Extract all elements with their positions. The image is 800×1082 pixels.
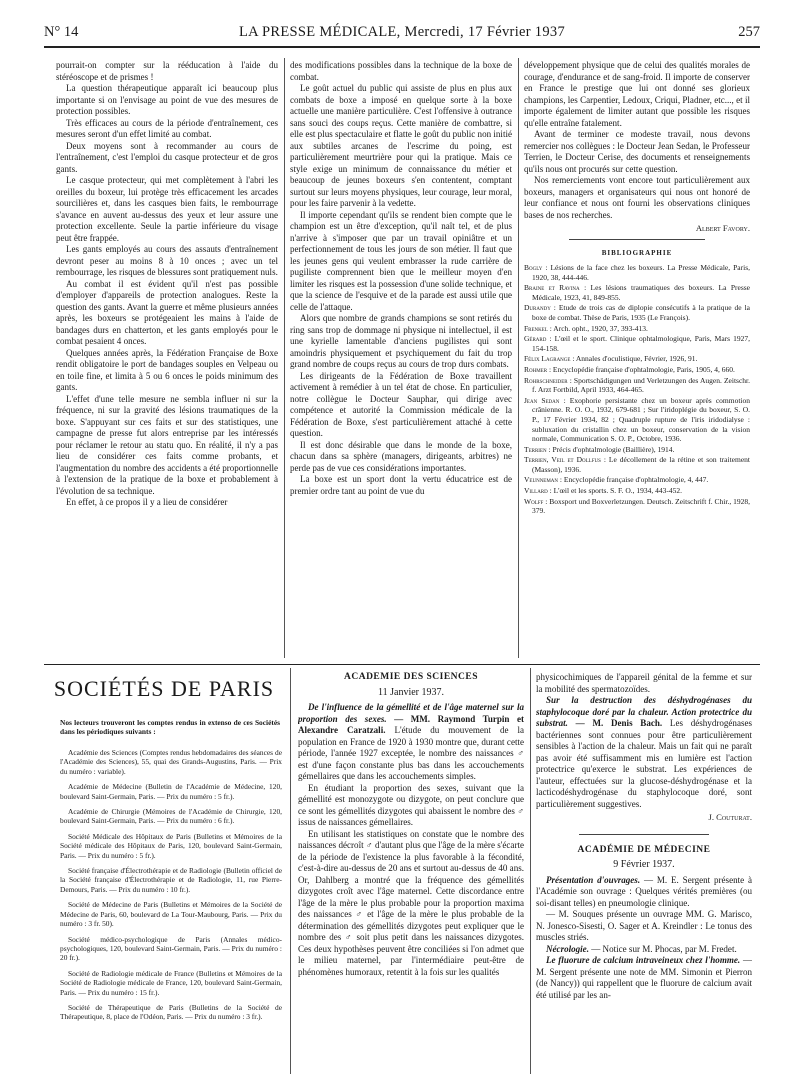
society-entry: Société de Radiologie médicale de France (Bulletins et Mémoires de la Société de Radiologie médicale de France, 120, boulevard Saint-Germain, Paris. — Prix du numéro : 15 fr.). [60, 968, 282, 997]
bibliography-entry [524, 334, 750, 353]
reference-text: : Exophorie persistante chez un boxeur après commotion crânienne. R. O. O., 1932, 679-681 ; Sur l'iridoplégie du boxeur, S. O. P., 17 Février 1934, 82 ; Quadruple rupture de l'iris iridodialyse : subluxation du cristallin chez un boxeur, conservation de la vision normale, Communication S. O. P., Octobre, 1936. [532, 395, 750, 444]
communication-authors: — MM. Raymond Turpin et Alexandre Caratzali. [298, 713, 524, 735]
reference-text: : Lésions de la face chez les boxeurs. La Presse Médicale, Paris, 1920, 38, 444-446. [532, 263, 750, 282]
paragraph-text: Les déshydrogénases bactériennes sont connues pour être particulièrement sensibles à l'action de la chaleur. Mais un fait qui ne paraît pas avoir été suffisamment mis en lumière est l'action protectrice qu'exerce le substrat. Les expériences de l'auteur, effectuées sur la glucose-déshydrogénase et la lacticodéshydrogénase du staphylocoque doré, sont particulièrement suggestives. [536, 718, 752, 809]
bibliography-entry [524, 455, 750, 474]
bibliography-entry [524, 283, 750, 302]
divider [579, 834, 709, 835]
communication-title: Sur la destruction des déshydrogénases du staphylocoque doré par la chaleur. Action protectrice du substrat. [536, 695, 752, 728]
bibliography-entry [524, 354, 750, 364]
paragraph: Les gants employés au cours des assauts d'entraînement devront peser au moins 8 à 10 onces ; avec un tel rembourrage, les risques de blessures sont pratiquement nuls. [56, 244, 278, 277]
paragraph: Il est donc désirable que dans le monde de la boxe, chacun dans sa sphère (managers, dirigeants, arbitres) ne perde pas de vue ces considérations importantes. [290, 439, 512, 473]
journal-title: LA PRESSE MÉDICALE, Mercredi, 17 Février 1937 [238, 24, 566, 40]
paragraph: physicochimiques de l'appareil génital de la femme et sur la mobilité des spermatozoïdes. [536, 672, 752, 694]
bibliography-entry [524, 396, 750, 444]
reference-text: : Encyclopédie française d'ophtalmologie, 4, 447. [559, 475, 709, 485]
section-divider [44, 664, 760, 665]
paragraph: En étudiant la proportion des sexes, suivant que la gémellité est monozygote ou dizygote, on peut conclure que ce sont les gémellités dizygotes qui abaissent le nombre des ♂ issus de naissances gémellaires. [298, 782, 524, 827]
paragraph: Au combat il est évident qu'il n'est pas possible d'employer d'appareils de protection analogues. Reste la question des gants. Avant la guerre et même plusieurs années après, les boxeurs se protégeaient les mains à l'aide de bandages durs en chatterton, et les gants employés pour le combat pesaient 4 onces. [56, 278, 278, 346]
reference-author: Bogly [524, 263, 543, 272]
reference-author: Rohmer [524, 364, 548, 374]
bibliography-entry [524, 445, 750, 455]
reference-text: : Arch. opht., 1920, 37, 393-413. [549, 323, 648, 333]
column-divider [290, 668, 291, 1074]
reference-author: Villard [524, 486, 548, 496]
article-column-3 [524, 60, 750, 658]
reference-author: Frenkel [524, 323, 548, 333]
column-divider [530, 668, 531, 1074]
rubric-label: Présentation d'ouvrages. [546, 874, 641, 885]
society-entry: Académie de Chirurgie (Mémoires de l'Académie de Chirurgie, 120, boulevard Saint-Germain, Paris. — Prix du numéro : 6 fr.). [60, 807, 282, 826]
rubric-label: Nécrologie. [546, 943, 589, 954]
reference-text: : L'œil et les sports. S. F. O., 1934, 443-452. [549, 486, 683, 496]
paragraph: des modifications possibles dans la technique de la boxe de combat. [290, 60, 512, 82]
society-entry: Société de Médecine de Paris (Bulletins et Mémoires de la Société de Médecine de Paris, 60, boulevard de La Tour-Maubourg, Paris. — Prix du numéro : 3 fr. 50). [60, 900, 282, 929]
paragraph: Le casque protecteur, qui met complètement à l'abri les oreilles du boxeur, lui protège très efficacement les arcades sourcilières et, dans les casques bien faits, le rembourrage s'avance en auvent au-dessus des yeux et leur assure une protection excellente. Seule la partie inférieure du visage peut être frappée. [56, 175, 278, 243]
right-bottom-column [536, 672, 752, 1074]
paragraph-text: — M. Sergent présente une note de MM. Simonin et Pierron (de Nancy)) qui rappellent que le fluorure de calcium avait été utilisé par les an- [536, 955, 752, 1000]
reference-text: : Etude de trois cas de diplopie consécutifs à la pratique de la boxe de combat. Thèse de Paris, 1935 (Le François). [532, 303, 750, 322]
society-entry: Société française d'Électrothérapie et de Radiologie (Bulletin officiel de la Société française d'Électrothérapie et de Radiologie, 11, rue Pierre-Demours, Paris. — Prix du numéro : 10 fr.). [60, 866, 282, 894]
reference-author: Rohrschneider [524, 375, 568, 385]
column-divider [284, 58, 285, 658]
author-signature: Albert Favory. [695, 223, 750, 233]
page-header [44, 22, 760, 48]
bibliography-entry [524, 475, 750, 485]
bibliography-entry [524, 497, 750, 516]
column-divider [518, 58, 519, 658]
paragraph [536, 695, 752, 810]
paragraph: Il importe cependant qu'ils se rendent bien compte que le champion est un être d'exception, qu'il naît tel, et de plus n'arrive à s'imposer que par un travail opiniâtre et un perfectionnement de tous les jours de son métier. Il faut que les jeunes gens qui veulent embrasser la rude carrière de pugiliste comprennent bien que le meilleur moyen d'en limiter les risques est la possession d'une solide technique, et que la science de l'esquive et de la parade est aussi utile que celle de l'attaque. [290, 209, 512, 312]
reference-author: Terrien [524, 444, 547, 454]
reference-text: : Les lésions traumatiques des boxeurs. La Presse Médicale, 1923, 41, 849-855. [532, 283, 750, 302]
paragraph-text: — Notice sur M. Phocas, par M. Fredet. [591, 943, 737, 954]
paragraph [536, 875, 752, 910]
paragraph [536, 955, 752, 1001]
paragraph: La question thérapeutique apparaît ici beaucoup plus importante si on l'envisage au point de vue des mesures de protection possibles. [56, 83, 278, 116]
reference-text: : Précis d'ophtalmologie (Baillière), 1914. [548, 444, 675, 454]
reference-text: : Sportschädigungen und Verletzungen des Augen. Zeitschr. f. Arzt Fortbild, April 1933, 464-465. [532, 375, 750, 395]
reference-author: Félix Lagrange [524, 354, 571, 364]
bibliography-title: BIBLIOGRAPHIE [601, 248, 673, 257]
reference-text: : L'œil et le sport. Clinique ophtalmologique, Paris, Mars 1927, 154-158. [532, 334, 750, 353]
reference-text: : Annales d'oculistique, Février, 1926, 91. [572, 354, 698, 364]
society-entry: Société de Thérapeutique de Paris (Bulletins de la Société de Thérapeutique, 8, place de l'Odéon, Paris. — Prix du numéro : 3 fr.). [60, 1002, 282, 1022]
section-title: SOCIÉTÉS DE PARIS [53, 676, 275, 701]
issue-number: N° 14 [44, 24, 79, 40]
paragraph: pourrait-on compter sur la rééducation à l'aide du stéréoscope et de prismes ! [56, 60, 278, 82]
reference-author: Braine et Ravina [524, 283, 580, 293]
reference-author: Jean Sedan [524, 395, 560, 405]
society-entry: Société Médicale des Hôpitaux de Paris (Bulletins et Mémoires de la Société médicale des Hôpitaux de Paris, 120, boulevard Saint-Germain, Paris. — Prix du numéro : 5 fr.). [60, 831, 282, 860]
paragraph: La boxe est un sport dont la vertu éducatrice est de premier ordre tant au point de vue du [290, 474, 512, 496]
paragraph: — M. Souques présente un ouvrage MM. G. Marisco, N. Jonesco-Sisesti, O. Sager et A. Kreindler : Le tonus des muscles striés. [536, 909, 752, 942]
society-list [60, 748, 282, 1028]
reference-author: Veunneman [524, 475, 559, 485]
paragraph: Avant de terminer ce modeste travail, nous devons remercier nos collègues : le Docteur Jean Sedan, le Professeur Terrien, le Docteur Cerise, des documents et renseignements qu'ils nous ont procurés sur cette question. [524, 129, 750, 174]
communication-title: Le fluorure de calcium intraveineux chez l'homme. [546, 955, 741, 965]
paragraph: En effet, à ce propos il y a lieu de considérer [66, 497, 228, 507]
session-date: 9 Février 1937. [613, 859, 675, 870]
reference-author: Terrien, Veil et Dollfus [524, 455, 601, 465]
reference-text: : Boxsport und Boxverletzungen. Deutsch. Zeitschrift f. Chir., 1928, 379. [532, 496, 750, 516]
paragraph: développement physique que de celui des qualités morales de courage, d'endurance et de sang-froid. Il importe de conserver en France le prestige que lui ont donné ses glorieux champions, les Carpentier, Ledoux, Criqui, Pladner, etc..., et il importe également de limiter autant que possible les risques qu'elle entraîne fatalement. [524, 60, 750, 128]
reference-author: Durandy [524, 303, 551, 313]
section-intro: Nos lecteurs trouveront les comptes rendus in extenso de ces Sociétés dans les périodiques suivants : [60, 718, 280, 737]
communication-title: De l'influence de la gémellité et de l'âge maternel sur la proportion des sexes. [298, 702, 524, 724]
reference-author: Gérard [524, 334, 547, 344]
society-entry: Société médico-psychologique de Paris (Annales médico-psychologiques, 120, boulevard Saint-Germain, Paris. — Prix du numéro : 20 fr.). [60, 934, 282, 963]
session-date: 11 Janvier 1937. [377, 686, 444, 698]
paragraph: L'effet d'une telle mesure ne sembla influer ni sur la fréquence, ni sur la gravité des lésions traumatiques de la boxe. S'appuyant sur ces faits et sur des statistiques, une campagne de presse fut alors entreprise par les intéressés pour réclamer le retour au statu quo. En réalité, il n'y a pas lieu de considérer ces faits comme probants, et l'augmentation du nombre des accidents a été proportionnelle à l'extension de la pratique de la boxe et probablement à l'évolution de sa technique. [56, 393, 278, 496]
section-heading: ACADÉMIE DE MÉDECINE [577, 844, 711, 855]
paragraph: Quelques années après, la Fédération Française de Boxe rendit obligatoire le port de bandages souples en Velpeau ou en toile fine, et limita à 5 ou 6 onces le poids minimum des gants. [56, 347, 278, 392]
author-signature: J. Couturat. [708, 812, 752, 822]
bibliography-entry [524, 324, 750, 334]
society-entry: Académie des Sciences (Comptes rendus hebdomadaires des séances de l'Académie des Sciences), 55, quai des Grands-Augustins, Paris. — Prix du numéro : variable). [60, 748, 282, 776]
paragraph: Très efficaces au cours de la période d'entraînement, ces mesures seront d'un effet limité au combat. [56, 117, 278, 139]
paragraph: Alors que nombre de grands champions se sont retirés du ring sans trop de dommage ni physique ni intellectuel, il est une kyrielle lamentable d'anciens pugilistes qui sont amoindris physiquement et psychiquement du fait du trop grand nombre de coups reçus au cours de trop durs combats. [290, 313, 512, 369]
paragraph: Le goût actuel du public qui assiste de plus en plus aux combats de boxe a imposé en quelque sorte à la boxe actuelle une manière particulière. C'est l'offensive à outrance sans souci des coups reçus. Cette manière de combattre, si elle est plus spectaculaire et flatte le goût du public non initié aux subtiles arcanes de l'escrime du poing, est particulièrement meurtrière pour qui la pratique. Mais ce style exige un minimum de connaissance du métier et beaucoup de jeunes boxeurs s'en contentent, comptant surtout sur leurs moyens physiques, leur courage, leur moral, pour les faire parvenir à la vedette. [290, 83, 512, 208]
paragraph-text: L'étude du mouvement de la population en France de 1920 à 1930 montre que, durant cette période, l'année 1927 exceptée, le nombre des naissances ♂ est d'une façon constante plus bas dans les accouchements gémellaires que dans les accouchements simples. [298, 725, 524, 781]
reference-text: : Encyclopédie française d'ophtalmologie, Paris, 1905, 4, 660. [548, 364, 735, 374]
academie-sciences-column [298, 672, 524, 1074]
paragraph-text: — M. E. Sergent présente à l'Académie son ouvrage : Quelques vérités premières (ou soi-disant telles) en pneumologie clinique. [536, 874, 752, 908]
bibliography-entry [524, 486, 750, 496]
bibliography-entry [524, 365, 750, 375]
communication-authors: — M. Denis Bach. [575, 718, 663, 728]
reference-author: Wolff [524, 496, 544, 506]
paragraph: Deux moyens sont à recommander au cours de l'entraînement, c'est l'emploi du casque protecteur et de gros gants. [56, 140, 278, 174]
article-column-1 [56, 60, 278, 658]
bibliography-list [524, 263, 750, 516]
paragraph: Nos remerciements vont encore tout particulièrement aux boxeurs, managers et organisateurs qui nous ont honoré de leur confiance et nous ont fourni les observations cliniques bases de nos recherches. [524, 175, 750, 220]
paragraph: En utilisant les statistiques on constate que le nombre des naissances décroît ♂ d'autant plus que l'âge de la mère s'écarte de la période de l'existence la plus favorable à la fécondité, c'est-à-dire au-dessus de 20 ans et surtout au-dessus de 40 ans. Or, Dahlberg a montré que la fréquence des gémellités dizygotes croît avec l'âge maternel. Cette discordance entre l'âge de la mère le plus probable pour la proportion maxima des naissances ♂ et l'âge de la mère le plus probable de la détermination des gémellités dizygotes peut expliquer que le nombre des ♂ soit plus petit dans les naissances dizygotes. Ces deux hypothèses peuvent être conciliées si l'on admet que le milieu maternel, par l'intermédiaire peut-être de phénomènes humoraux, retentit à la fois sur les qualités [298, 828, 524, 977]
paragraph: Les dirigeants de la Fédération de Boxe travaillent activement à remédier à un tel état de chose. En particulier, notre collègue le Docteur Sauphar, qui dirige avec compétence et autorité la Commission médicale de la Fédération de Boxe, s'est particulièrement attaché à cette question. [290, 370, 512, 438]
section-heading: ACADÉMIE DES SCIENCES [343, 672, 479, 682]
society-entry: Académie de Médecine (Bulletin de l'Académie de Médecine, 120, boulevard Saint-Germain, Paris. — Prix du numéro : 5 fr.). [60, 782, 282, 801]
paragraph [536, 944, 752, 956]
reference-text: : Le décollement de la rétine et son traitement (Masson), 1936. [532, 455, 750, 474]
bibliography-entry [524, 263, 750, 282]
page-number: 257 [738, 24, 760, 40]
bibliography-entry [524, 303, 750, 322]
bibliography-entry [524, 376, 750, 395]
paragraph [298, 702, 524, 783]
divider [569, 239, 705, 240]
article-column-2 [290, 60, 512, 658]
